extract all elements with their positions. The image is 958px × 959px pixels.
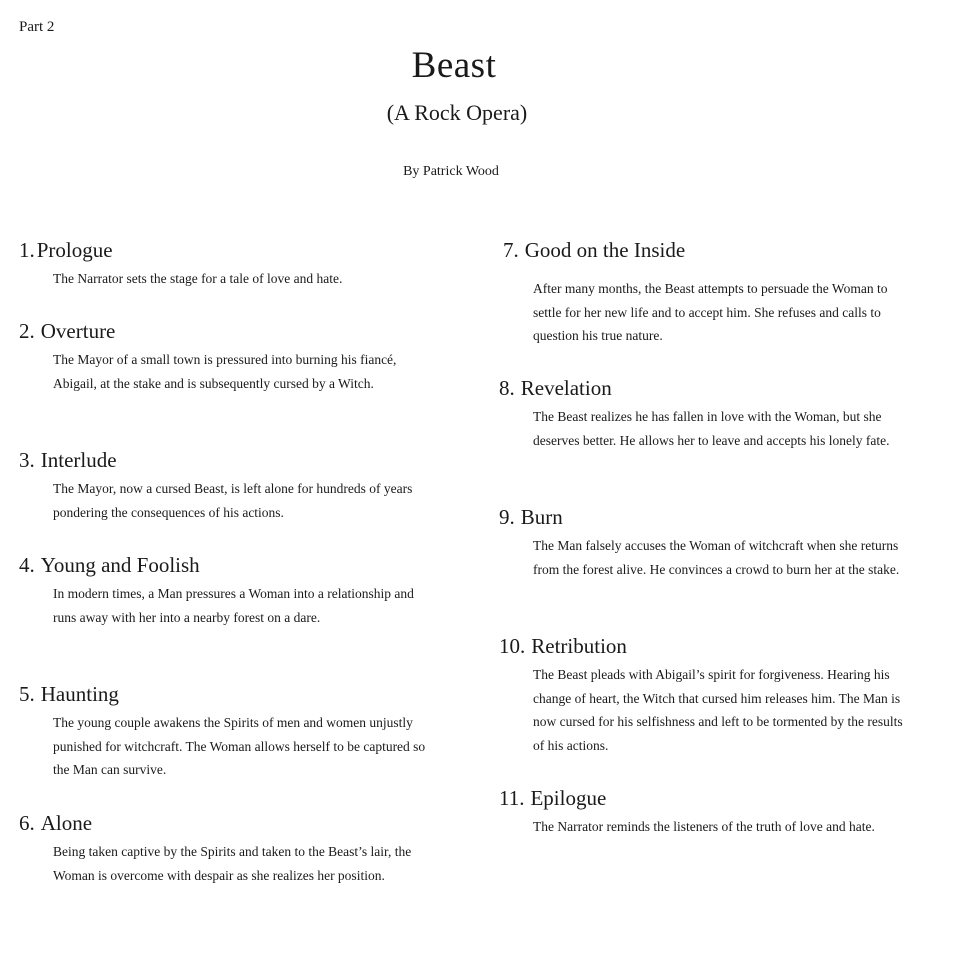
track-number: 9.: [499, 505, 515, 529]
track-title: Revelation: [520, 376, 612, 400]
track-heading: [19, 318, 439, 344]
track-item-7: [499, 237, 919, 348]
track-title: Epilogue: [530, 786, 607, 810]
track-number: 3.: [19, 448, 35, 472]
track-item-2: [19, 318, 439, 395]
track-title: Burn: [520, 505, 563, 529]
track-item-3: [19, 447, 439, 524]
track-item-6: [19, 810, 439, 887]
track-description: The Mayor of a small town is pressured into burning his fiancé, Abigail, at the stake and is subsequently cursed by a Witch.: [53, 352, 397, 391]
track-number: 5.: [19, 682, 35, 706]
track-number: 7.: [503, 238, 519, 262]
track-heading: [19, 552, 439, 578]
track-number: 11.: [499, 786, 525, 810]
track-number: 4.: [19, 553, 35, 577]
track-item-10: [499, 633, 919, 757]
track-item-11: [499, 785, 919, 839]
track-title: Alone: [40, 811, 93, 835]
track-item-8: [499, 375, 919, 452]
track-description: In modern times, a Man pressures a Woman into a relationship and runs away with her into a nearby forest on a dare.: [53, 586, 414, 625]
part-label: Part 2: [19, 19, 55, 35]
track-description: The Beast pleads with Abigail’s spirit for forgiveness. Hearing his change of heart, the Witch that cursed him releases him. The Man is now cursed for his selfishness and left to be tormented by the results of his actions.: [533, 667, 903, 753]
track-description: The Narrator sets the stage for a tale of love and hate.: [53, 271, 343, 286]
track-description: The young couple awakens the Spirits of men and women unjustly punished for witchcraft. The Woman allows herself to be captured so the Man can survive.: [53, 715, 426, 777]
track-number: 6.: [19, 811, 35, 835]
track-title: Overture: [40, 319, 116, 343]
track-heading: [499, 375, 919, 401]
track-heading: [499, 504, 919, 530]
track-description: The Narrator reminds the listeners of the truth of love and hate.: [533, 819, 875, 834]
page-subtitle: (A Rock Opera): [386, 100, 528, 125]
track-title: Interlude: [40, 448, 117, 472]
track-heading: [499, 785, 919, 811]
track-description: The Man falsely accuses the Woman of witchcraft when she returns from the forest alive. He convinces a crowd to burn her at the stake.: [533, 538, 900, 577]
track-item-5: [19, 681, 439, 782]
track-item-9: [499, 504, 919, 581]
author-byline: By Patrick Wood: [403, 164, 499, 179]
track-heading: [19, 447, 439, 473]
track-item-1: [19, 237, 439, 291]
track-heading: [19, 810, 439, 836]
page-title: Beast: [411, 45, 497, 86]
track-description: The Mayor, now a cursed Beast, is left alone for hundreds of years pondering the consequences of his actions.: [53, 481, 413, 520]
track-heading: [19, 681, 439, 707]
track-description: After many months, the Beast attempts to persuade the Woman to settle for her new life and to accept him. She refuses and calls to question his true nature.: [533, 281, 888, 343]
track-number: 8.: [499, 376, 515, 400]
track-number: 10.: [499, 634, 526, 658]
track-title: Haunting: [40, 682, 119, 706]
track-heading: [499, 237, 919, 263]
track-number: 2.: [19, 319, 35, 343]
track-item-4: [19, 552, 439, 629]
track-description: Being taken captive by the Spirits and taken to the Beast’s lair, the Woman is overcome with despair as she realizes her position.: [53, 844, 412, 883]
track-title: Retribution: [531, 634, 627, 658]
track-title: Prologue: [36, 238, 113, 262]
track-title: Young and Foolish: [40, 553, 200, 577]
track-description: The Beast realizes he has fallen in love with the Woman, but she deserves better. He allows her to leave and accepts his lonely fate.: [533, 409, 890, 448]
track-title: Good on the Inside: [524, 238, 686, 262]
track-heading: [499, 633, 919, 659]
track-heading: [19, 237, 439, 263]
track-number: 1.: [19, 238, 35, 262]
